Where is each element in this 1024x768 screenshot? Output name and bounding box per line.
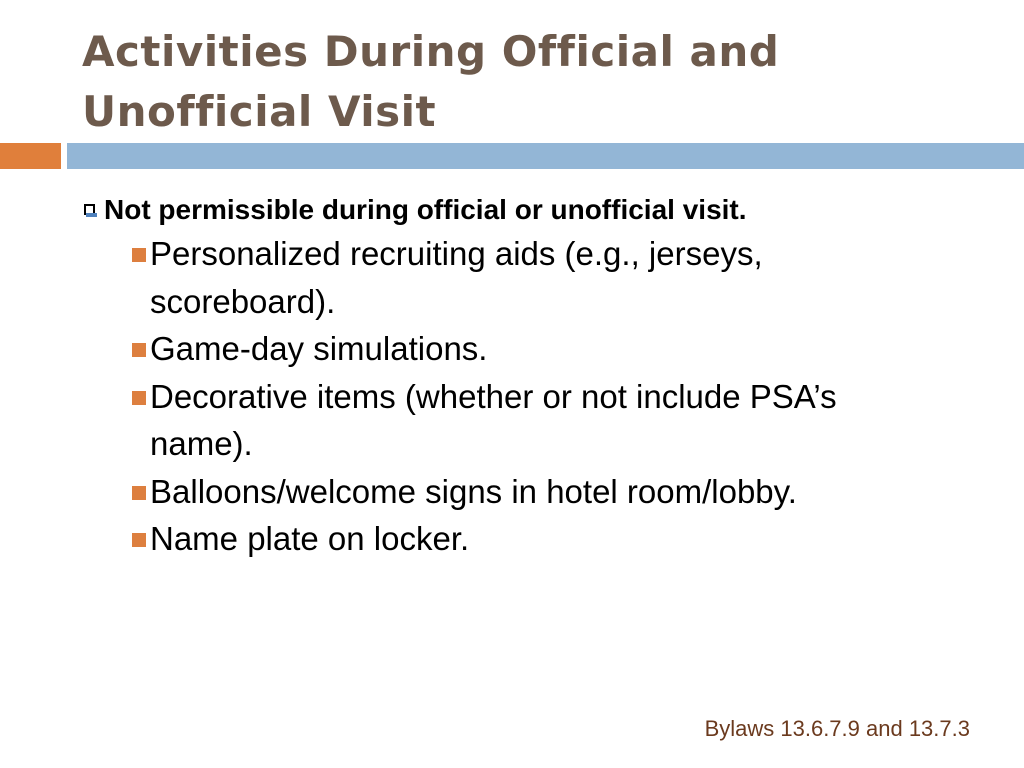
filled-square-bullet-icon bbox=[132, 391, 146, 405]
list-item bbox=[132, 373, 910, 468]
footer-reference: Bylaws 13.6.7.9 and 13.7.3 bbox=[704, 716, 970, 741]
accent-bar-blue bbox=[67, 143, 1024, 169]
slide-title-line-1: Activities During Official and bbox=[82, 27, 780, 76]
bullet-heading bbox=[82, 190, 1002, 230]
filled-square-bullet-icon bbox=[132, 343, 146, 357]
filled-square-bullet-icon bbox=[132, 248, 146, 262]
list-item bbox=[132, 230, 910, 325]
list-item-text: Decorative items (whether or not include PSA’s name). bbox=[150, 377, 837, 462]
accent-bar-orange bbox=[0, 143, 61, 169]
slide-title bbox=[82, 22, 982, 142]
list-item-text: Balloons/welcome signs in hotel room/lobby. bbox=[150, 472, 797, 510]
list-item bbox=[132, 515, 910, 563]
list-item bbox=[132, 325, 910, 373]
hollow-square-bullet-icon bbox=[84, 204, 95, 215]
list-item bbox=[132, 468, 910, 516]
slide-body bbox=[82, 190, 1002, 563]
bullet-list bbox=[82, 230, 1002, 563]
bullet-heading-text: Not permissible during official or unofficial visit. bbox=[104, 194, 747, 225]
list-item-text: Name plate on locker. bbox=[150, 520, 470, 557]
slide-title-line-2: Unofficial Visit bbox=[82, 87, 437, 136]
filled-square-bullet-icon bbox=[132, 486, 146, 500]
filled-square-bullet-icon bbox=[132, 533, 146, 547]
list-item-text: Game-day simulations. bbox=[150, 330, 488, 367]
list-item-text: Personalized recruiting aids (e.g., jerseys, scoreboard). bbox=[150, 235, 763, 320]
